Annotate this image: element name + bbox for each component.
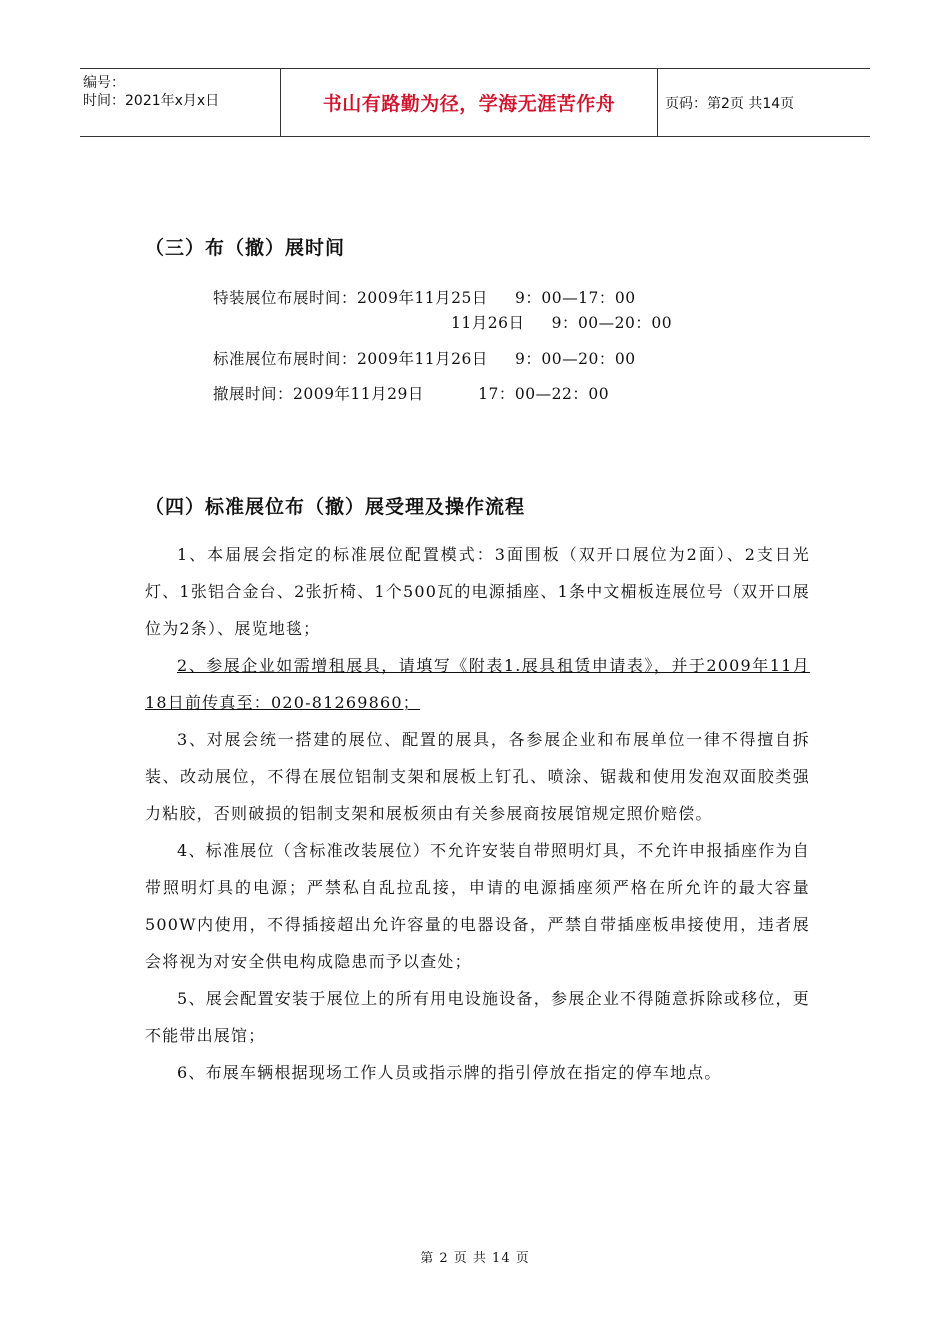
paragraph: 4、标准展位（含标准改装展位）不允许安装自带照明灯具，不允许申报插座作为自带照明灯具的电源；严禁私自乱拉乱接，申请的电源插座须严格在所允许的最大容量500W内使用，不得插接超出允许容量的电器设备，严禁自带插座板串接使用，违者展会将视为对安全供电构成隐患而予以查处； [145,841,810,971]
schedule-line: 11月26日 9：00—20：00 [451,314,673,332]
page-footer: 第 2 页 共 14 页 [420,1251,530,1266]
section4-body [145,536,810,1091]
paragraph: 5、展会配置安装于展位上的所有用电设施设备，参展企业不得随意拆除或移位，更不能带出展馆； [145,989,810,1045]
number-label: 编号： [83,75,125,91]
paragraph: 1、本届展会指定的标准展位配置模式：3面围板（双开口展位为2面）、2支日光灯、1张铝合金台、2张折椅、1个500瓦的电源插座、1条中文楣板连展位号（双开口展位为2条）、展览地毯； [145,545,810,638]
schedule-line: 撤展时间：2009年11月29日 17：00—22：00 [213,385,610,403]
time-label: 时间：2021年x月x日 [83,93,220,109]
paragraph-underlined: 2、参展企业如需增租展具，请填写《附表1.展具租赁申请表》，并于2009年11月18日前传真至：020-81269860； [145,656,810,712]
motto-text: 书山有路勤为径，学海无涯苦作舟 [322,93,616,115]
paragraph: 3、对展会统一搭建的展位、配置的展具，各参展企业和布展单位一律不得擅自拆装、改动展位，不得在展位铝制支架和展板上钉孔、喷涂、锯裁和使用发泡双面胶类强力粘胶，否则破损的铝制支架和展板须由有关参展商按展馆规定照价赔偿。 [145,730,810,823]
document-header [80,68,870,137]
header-page-info: 页码：第2页 共14页 [665,95,795,112]
schedule-line: 特装展位布展时间：2009年11月25日 9：00—17：00 [213,289,636,307]
schedule-line: 标准展位布展时间：2009年11月26日 9：00—20：00 [213,350,636,368]
paragraph: 6、布展车辆根据现场工作人员或指示牌的指引停放在指定的停车地点。 [177,1063,722,1082]
section4-title: （四）标准展位布（撤）展受理及操作流程 [145,496,526,518]
header-motto [280,69,658,136]
section3-title: （三）布（撤）展时间 [145,237,346,259]
header-meta [80,69,280,136]
